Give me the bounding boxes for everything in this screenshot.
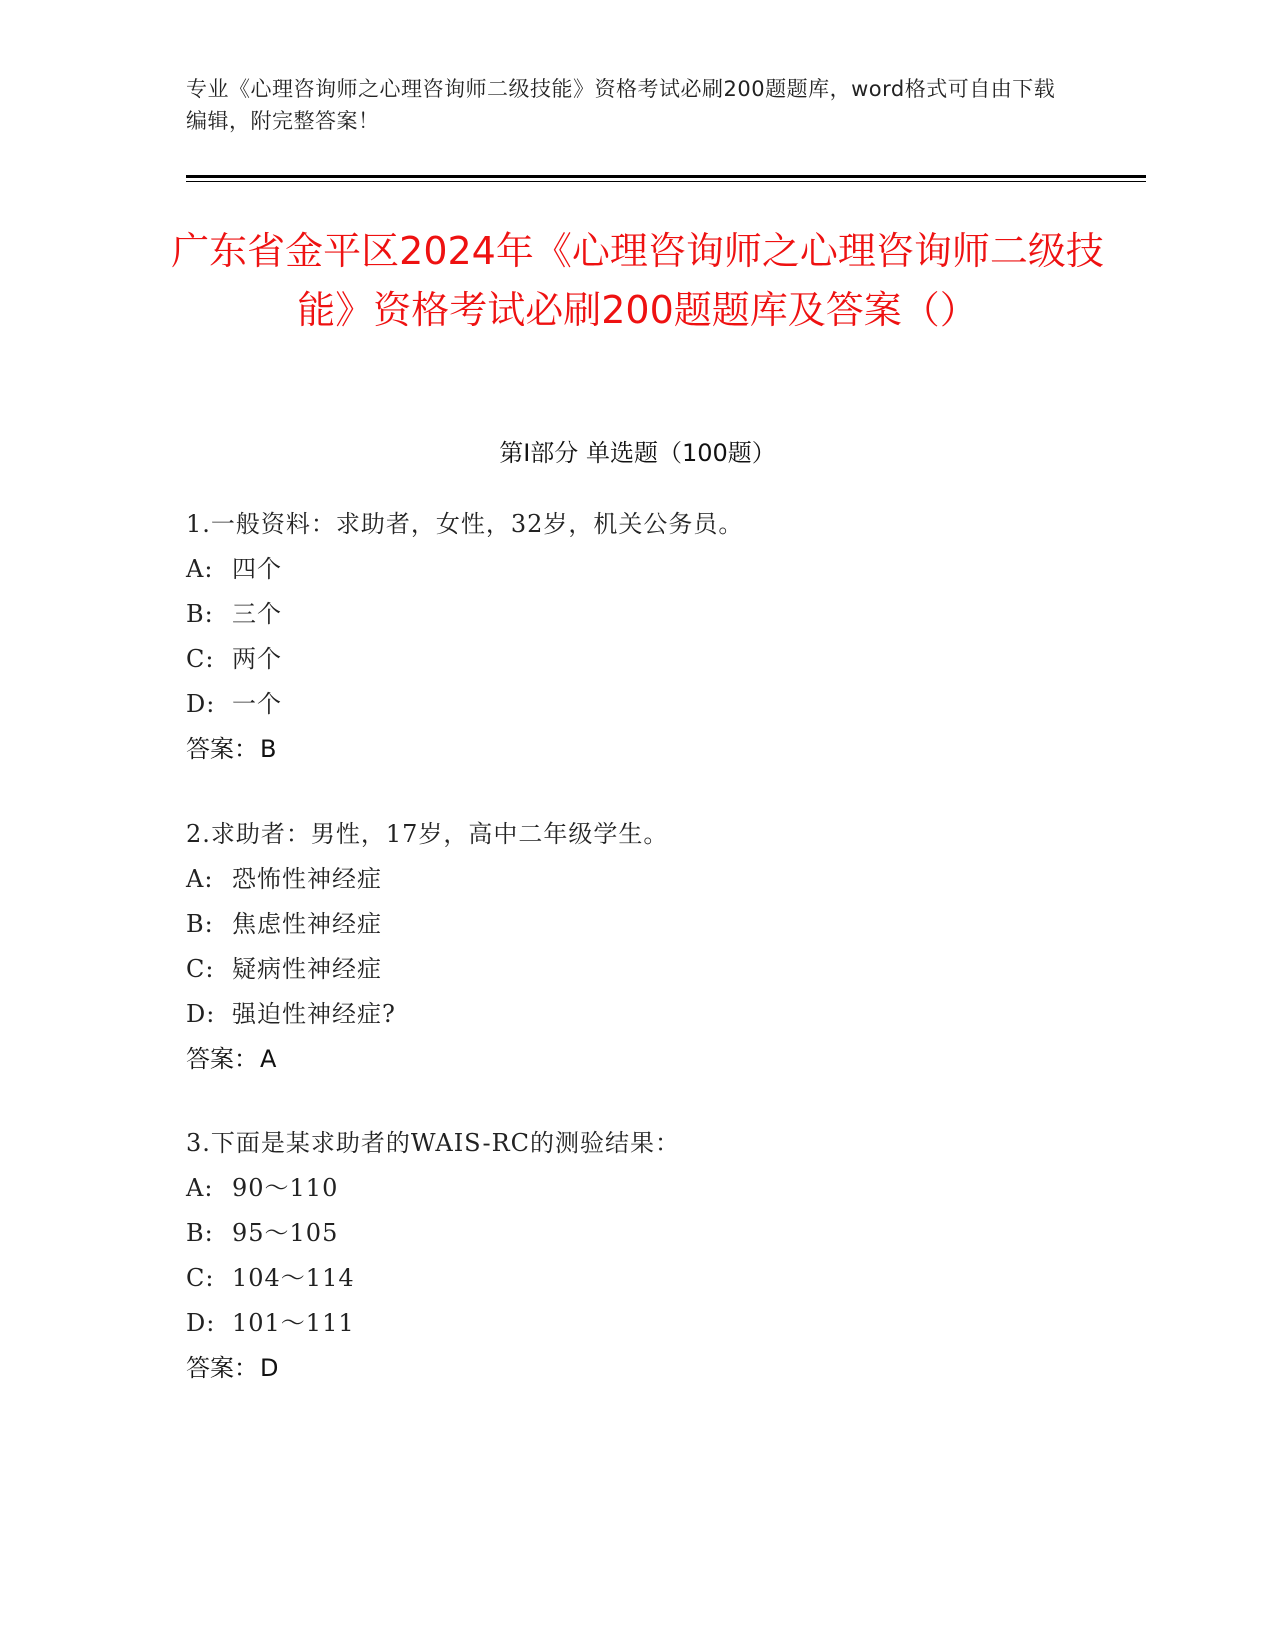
- option-d: [186, 682, 1086, 727]
- option-text: 恐怖性神经症: [232, 865, 382, 893]
- option-b: [186, 902, 1086, 947]
- answer-label: 答案：: [186, 735, 258, 763]
- header-divider-thick: [186, 175, 1146, 178]
- option-text: 104～114: [232, 1264, 355, 1292]
- option-letter: D:: [186, 1000, 216, 1028]
- option-letter: C:: [186, 955, 215, 983]
- option-text: 一个: [232, 690, 282, 718]
- header-note: 专业《心理咨询师之心理咨询师二级技能》资格考试必刷200题题库，word格式可自由下载编辑，附完整答案！: [186, 77, 1056, 133]
- option-letter: A:: [186, 555, 214, 583]
- header-divider-thin: [186, 181, 1146, 182]
- option-text: 两个: [232, 645, 282, 673]
- answer-value: D: [260, 1354, 279, 1382]
- section-heading: 第I部分 单选题（100题）: [499, 439, 776, 467]
- option-a: [186, 547, 1086, 592]
- option-text: 四个: [232, 555, 282, 583]
- question-3: [186, 1121, 1086, 1391]
- answer-label: 答案：: [186, 1045, 258, 1073]
- option-letter: D:: [186, 1309, 216, 1337]
- option-a: [186, 857, 1086, 902]
- answer-label: 答案：: [186, 1354, 258, 1382]
- option-c: [186, 637, 1086, 682]
- question-2: [186, 812, 1086, 1082]
- option-letter: B:: [186, 910, 214, 938]
- option-b: [186, 592, 1086, 637]
- option-letter: B:: [186, 600, 214, 628]
- question-1: [186, 502, 1086, 772]
- answer-value: A: [260, 1045, 277, 1073]
- question-stem: 2.求助者：男性，17岁，高中二年级学生。: [186, 820, 669, 848]
- option-text: 焦虑性神经症: [232, 910, 382, 938]
- option-c: [186, 947, 1086, 992]
- option-text: 三个: [232, 600, 282, 628]
- question-stem: 1.一般资料：求助者，女性，32岁，机关公务员。: [186, 510, 744, 538]
- option-letter: C:: [186, 645, 215, 673]
- question-stem: 3.下面是某求助者的WAIS-RC的测验结果：: [186, 1129, 681, 1157]
- option-a: [186, 1166, 1086, 1211]
- option-c: [186, 1256, 1086, 1301]
- answer-line: [186, 727, 1086, 772]
- option-text: 强迫性神经症?: [232, 1000, 396, 1028]
- option-letter: A:: [186, 1174, 214, 1202]
- option-letter: C:: [186, 1264, 215, 1292]
- option-text: 95～105: [232, 1219, 339, 1247]
- option-text: 90～110: [232, 1174, 339, 1202]
- option-text: 101～111: [232, 1309, 355, 1337]
- document-title: 广东省金平区2024年《心理咨询师之心理咨询师二级技能》资格考试必刷200题题库及答案（）: [171, 229, 1104, 332]
- answer-value: B: [260, 735, 277, 763]
- option-d: [186, 992, 1086, 1037]
- option-b: [186, 1211, 1086, 1256]
- option-letter: A:: [186, 865, 214, 893]
- answer-line: [186, 1037, 1086, 1082]
- option-text: 疑病性神经症: [232, 955, 382, 983]
- answer-line: [186, 1346, 1086, 1391]
- option-letter: B:: [186, 1219, 214, 1247]
- option-d: [186, 1301, 1086, 1346]
- option-letter: D:: [186, 690, 216, 718]
